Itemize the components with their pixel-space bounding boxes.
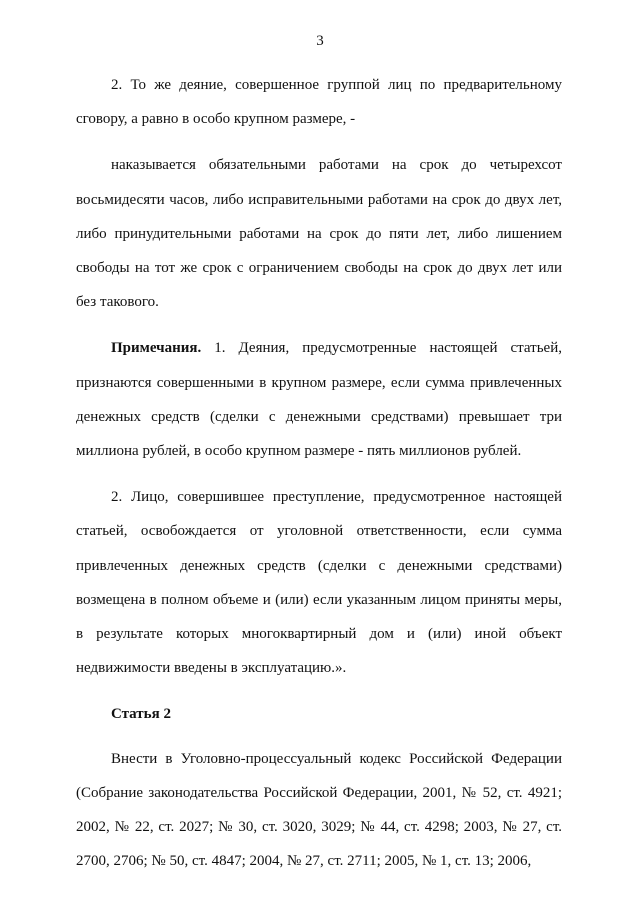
document-body (76, 68, 562, 878)
paragraph-punishment: наказывается обязательными работами на срок до четырехсот восьмидесяти часов, либо исправительными работами на срок до двух лет, либо принудительными работами на срок до пяти лет, либо лишением свободы на тот же срок с ограничением свободы на срок до двух лет или без такового. (76, 157, 562, 311)
paragraph-part-2: 2. То же деяние, совершенное группой лиц по предварительному сговору, а равно в особо крупном размере, - (76, 77, 562, 128)
paragraph-notes-2: 2. Лицо, совершившее преступление, предусмотренное настоящей статьей, освобождается от уголовной ответственности, если сумма привлеченных денежных средств (сделки с денежными средствами) возмещена в полном объеме и (или) если указанным лицом приняты меры, в результате которых многоквартирный дом и (или) иной объект недвижимости введены в эксплуатацию.». (76, 489, 562, 677)
article-heading: Статья 2 (111, 706, 171, 723)
notes-label: Примечания. (111, 340, 202, 357)
notes-1-text: 1. Деяния, предусмотренные настоящей статьей, признаются совершенными в крупном размере, если сумма привлеченных денежных средств (сделки с денежными средствами) превышает три миллиона рублей, в особо крупном размере - пять миллионов рублей. (76, 340, 562, 460)
paragraph-article-2: Внести в Уголовно-процессуальный кодекс Российской Федерации (Собрание законодательства Российской Федерации, 2001, № 52, ст. 4921; 2002, № 22, ст. 2027; № 30, ст. 3020, 3029; № 44, ст. 4298; 2003, № 27, ст. 2700, 2706; № 50, ст. 4847; 2004, № 27, ст. 2711; 2005, № 1, ст. 13; 2006, (76, 750, 562, 870)
page-number: 3 (316, 33, 324, 49)
paragraph-notes-1 (76, 331, 562, 468)
